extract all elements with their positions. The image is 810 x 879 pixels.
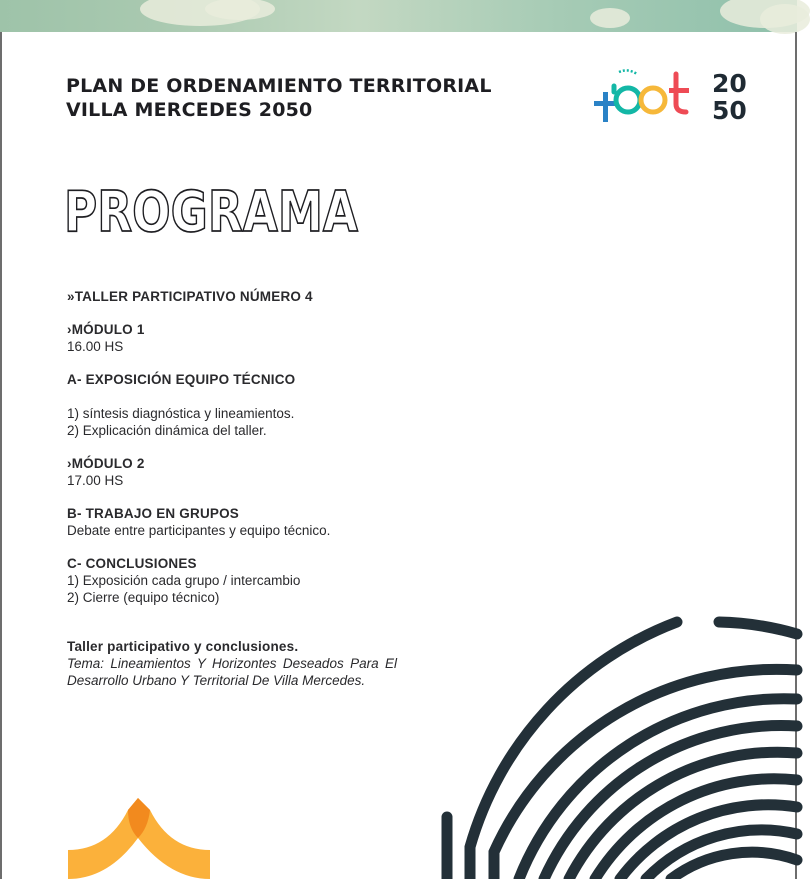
sky-banner [0,0,797,32]
pot-wordmark-text: pot [595,124,597,125]
closing-title: Taller participativo y conclusiones. [67,639,299,654]
modulo-2-time: 17.00 HS [67,473,124,488]
section-b-text: Debate entre participantes y equipo técnico. [67,523,331,538]
page-heading-text: PROGRAMA [64,180,359,245]
section-c-title: C- CONCLUSIONES [67,556,197,571]
page-edge-left [0,32,2,879]
modulo-1-label: ›MÓDULO 1 [67,322,145,337]
pot-2050-logo [590,64,750,134]
modulo-2-label: ›MÓDULO 2 [67,456,145,471]
page-heading [64,170,364,245]
plan-title-line-1: PLAN DE ORDENAMIENTO TERRITORIAL [66,75,492,97]
corner-mark-graphic [68,798,210,879]
section-a-item-2: 2) Explicación dinámica del taller. [67,423,267,438]
section-c-item-1: 1) Exposición cada grupo / intercambio [67,573,301,588]
section-b-title: B- TRABAJO EN GRUPOS [67,506,240,521]
plan-title-line-2: VILLA MERCEDES 2050 [66,99,313,121]
plan-title [66,74,492,122]
closing-theme: Tema: Lineamientos Y Horizontes Deseados Para El Desarrollo Urbano Y Territorial De Villa Mercedes. [67,656,397,688]
fingerprint-graphic [437,612,797,879]
modulo-1-time: 16.00 HS [67,339,124,354]
section-c-item-2: 2) Cierre (equipo técnico) [67,590,220,605]
logo-year-bottom: 50 [712,96,747,125]
section-a-title: A- EXPOSICIÓN EQUIPO TÉCNICO [67,372,296,387]
pot-wordmark [594,70,689,125]
taller-heading: »TALLER PARTICIPATIVO NÚMERO 4 [67,289,313,304]
section-a-item-1: 1) síntesis diagnóstica y lineamientos. [67,406,295,421]
program-content [67,288,397,689]
logo-year-top: 20 [712,69,747,98]
